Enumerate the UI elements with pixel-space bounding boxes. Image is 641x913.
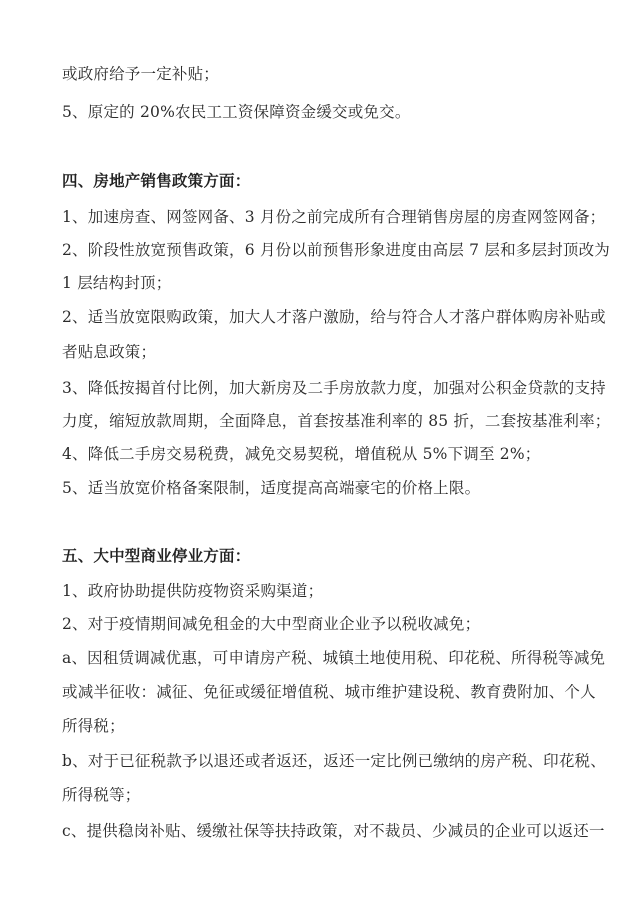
text-line: b、对于已征税款予以退还或者返还，返还一定比例已缴纳的房产税、印花税、 <box>62 752 606 770</box>
text-line: a、因租赁调减优惠，可申请房产税、城镇土地使用税、印花税、所得税等减免 <box>62 649 606 667</box>
text-line: 3、降低按揭首付比例，加大新房及二手房放款力度，加强对公积金贷款的支持 <box>62 379 606 397</box>
text-line: 者贴息政策； <box>62 343 157 361</box>
text-line: 4、降低二手房交易税费，减免交易契税，增值税从 5%下调至 2%； <box>62 445 541 463</box>
text-line: 所得税等； <box>62 786 141 804</box>
text-line: 5、适当放宽价格备案限制，适度提高高端豪宅的价格上限。 <box>62 479 481 497</box>
text-line: 或减半征收：减征、免征或缓征增值税、城市维护建设税、教育费附加、个人 <box>62 683 596 701</box>
text-line: c、提供稳岗补贴、缓缴社保等扶持政策，对不裁员、少减员的企业可以返还一 <box>62 822 605 840</box>
text-line: 力度，缩短放款周期，全面降息，首套按基准利率的 85 折，二套按基准利率； <box>62 412 611 430</box>
text-line: 2、阶段性放宽预售政策，6 月份以前预售形象进度由高层 7 层和多层封顶改为 <box>62 241 610 259</box>
section-heading: 五、大中型商业停业方面： <box>62 547 251 565</box>
text-line: 1、政府协助提供防疫物资采购渠道； <box>62 582 324 600</box>
text-line: 2、适当放宽限购政策，加大人才落户激励，给与符合人才落户群体购房补贴或 <box>62 308 606 326</box>
section-heading: 四、房地产销售政策方面： <box>62 172 251 190</box>
text-line: 1、加速房查、网签网备、3 月份之前完成所有合理销售房屋的房查网签网备； <box>62 208 606 226</box>
text-line: 或政府给予一定补贴； <box>62 65 220 83</box>
text-line: 1 层结构封顶； <box>62 274 172 292</box>
text-line: 5、原定的 20%农民工工资保障资金缓交或免交。 <box>62 103 411 121</box>
text-line: 2、对于疫情期间减免租金的大中型商业企业予以税收减免； <box>62 615 481 633</box>
text-line: 所得税； <box>62 717 125 735</box>
